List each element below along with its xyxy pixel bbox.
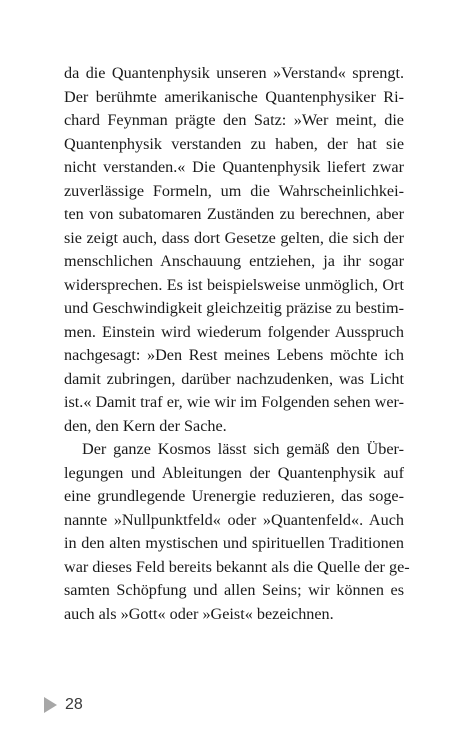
text-line: war dieses Feld bereits bekannt als die Quelle der ge- bbox=[64, 557, 410, 576]
text-line: widersprechen. Es ist beispielsweise unmöglich, Ort bbox=[64, 275, 404, 294]
text-line: damit zubringen, darüber nachzudenken, was Licht bbox=[64, 369, 404, 388]
text-line: eine grundlegende Urenergie reduzieren, das soge- bbox=[64, 487, 404, 505]
text-line: nachgesagt: »Den Rest meines Lebens möchte ich bbox=[64, 346, 404, 364]
page-number: 28 bbox=[65, 696, 83, 713]
text-line: nicht verstanden.« Die Quantenphysik liefert zwar bbox=[64, 158, 404, 176]
text-line: legungen und Ableitungen der Quantenphysik auf bbox=[64, 463, 404, 482]
text-line: samten Schöpfung und allen Seins; wir können es bbox=[64, 581, 404, 599]
paragraph-1 bbox=[64, 62, 404, 438]
body-text bbox=[64, 62, 410, 626]
text-line: und Geschwindigkeit gleichzeitig präzise zu bestim- bbox=[64, 299, 404, 317]
paragraph-2 bbox=[64, 438, 410, 626]
text-line: nannte »Nullpunktfeld« oder »Quantenfeld«. Auch bbox=[64, 510, 404, 529]
text-line: Der ganze Kosmos lässt sich gemäß den Über- bbox=[82, 440, 404, 458]
text-line: ten von subatomaren Zuständen zu berechnen, aber bbox=[64, 205, 404, 223]
text-line: menschlichen Anschauung entziehen, ja ihr sogar bbox=[64, 252, 404, 270]
text-line: men. Einstein wird wiederum folgender Ausspruch bbox=[64, 322, 404, 341]
text-line: chard Feynman prägte den Satz: »Wer meint, die bbox=[64, 111, 404, 129]
text-line: zuverlässige Formeln, um die Wahrscheinlichkei- bbox=[64, 181, 404, 200]
text-line: Quantenphysik verstanden zu haben, der hat sie bbox=[64, 134, 404, 153]
triangle-marker-icon bbox=[44, 697, 57, 713]
text-line: sie zeigt auch, dass dort Gesetze gelten, die sich der bbox=[64, 228, 404, 247]
text-line: in den alten mystischen und spirituellen Traditionen bbox=[64, 534, 404, 552]
text-line: da die Quantenphysik unseren »Verstand« sprengt. bbox=[64, 64, 404, 82]
text-line: den, den Kern der Sache. bbox=[64, 416, 227, 435]
text-line: auch als »Gott« oder »Geist« bezeichnen. bbox=[64, 604, 334, 623]
text-line: ist.« Damit traf er, wie wir im Folgenden sehen wer- bbox=[64, 393, 404, 411]
text-line: Der berühmte amerikanische Quantenphysiker Ri- bbox=[64, 87, 404, 106]
page-footer bbox=[44, 696, 83, 714]
